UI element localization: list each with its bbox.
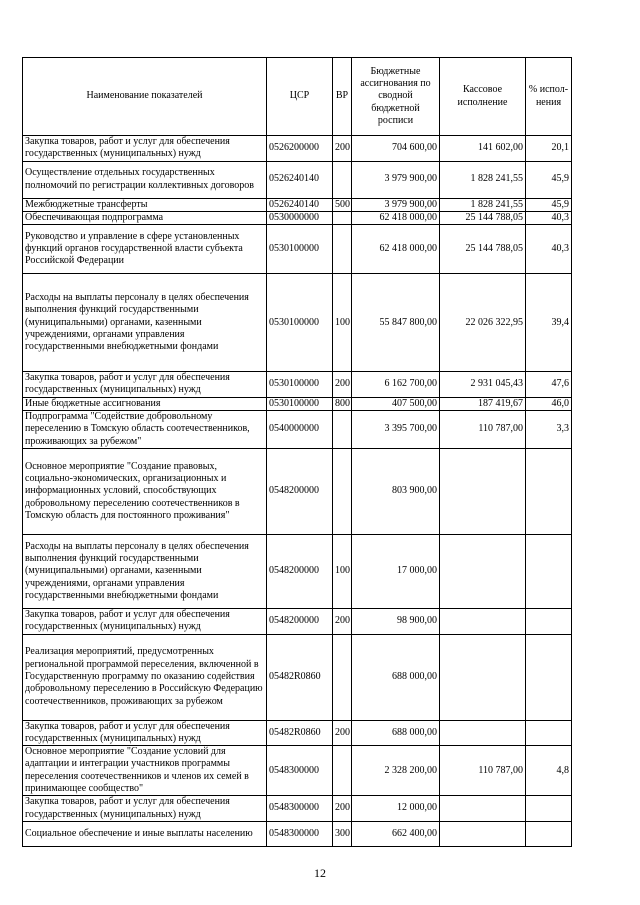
row-csr: 0548200000 bbox=[267, 608, 333, 634]
row-vr: 500 bbox=[333, 198, 352, 211]
row-name: Реализация мероприятий, предусмотренных региональной программой переселения, включенной в Государственную программу по оказанию содействия добровольному переселению в Российскую Федерацию соотечественников, проживающих за рубежом bbox=[23, 634, 267, 720]
row-name: Обеспечивающая подпрограмма bbox=[23, 211, 267, 224]
row-name: Иные бюджетные ассигнования bbox=[23, 397, 267, 410]
row-name: Межбюджетные трансферты bbox=[23, 198, 267, 211]
table-body bbox=[23, 136, 572, 847]
row-csr: 0548300000 bbox=[267, 796, 333, 822]
header-indicator-name: Наименование показателей bbox=[23, 58, 267, 136]
row-cash bbox=[440, 796, 526, 822]
row-vr bbox=[333, 411, 352, 449]
row-pct: 40,3 bbox=[526, 225, 572, 274]
row-pct: 40,3 bbox=[526, 211, 572, 224]
row-csr: 0540000000 bbox=[267, 411, 333, 449]
row-budget: 407 500,00 bbox=[352, 397, 440, 410]
table-row bbox=[23, 821, 572, 846]
row-vr bbox=[333, 225, 352, 274]
row-cash: 22 026 322,95 bbox=[440, 274, 526, 372]
row-pct: 4,8 bbox=[526, 746, 572, 796]
row-csr: 05482R0860 bbox=[267, 634, 333, 720]
row-cash bbox=[440, 608, 526, 634]
row-pct bbox=[526, 720, 572, 746]
header-budget-allocations: Бюджетные ассигнования по сводной бюджетной росписи bbox=[352, 58, 440, 136]
header-cash-execution: Кассовое исполнение bbox=[440, 58, 526, 136]
row-pct: 39,4 bbox=[526, 274, 572, 372]
table-row bbox=[23, 136, 572, 162]
row-csr: 0548300000 bbox=[267, 746, 333, 796]
row-budget: 662 400,00 bbox=[352, 821, 440, 846]
row-name: Руководство и управление в сфере установленных функций органов государственной власти субъекта Российской Федерации bbox=[23, 225, 267, 274]
row-vr: 200 bbox=[333, 372, 352, 398]
row-budget: 62 418 000,00 bbox=[352, 211, 440, 224]
row-pct bbox=[526, 534, 572, 608]
row-name: Социальное обеспечение и иные выплаты населению bbox=[23, 821, 267, 846]
row-name: Основное мероприятие "Создание условий для адаптации и интеграции участников программы переселения соотечественников и членов их семей в принимающее сообщество" bbox=[23, 746, 267, 796]
row-vr: 800 bbox=[333, 397, 352, 410]
table-row bbox=[23, 720, 572, 746]
row-cash: 141 602,00 bbox=[440, 136, 526, 162]
header-execution-percent: % испол-нения bbox=[526, 58, 572, 136]
row-csr: 0526200000 bbox=[267, 136, 333, 162]
row-cash: 1 828 241,55 bbox=[440, 198, 526, 211]
row-name: Закупка товаров, работ и услуг для обеспечения государственных (муниципальных) нужд bbox=[23, 372, 267, 398]
row-budget: 3 979 900,00 bbox=[352, 161, 440, 198]
row-vr: 200 bbox=[333, 136, 352, 162]
row-pct bbox=[526, 634, 572, 720]
table-row bbox=[23, 225, 572, 274]
row-name: Основное мероприятие "Создание правовых, социально-экономических, организационных и информационных условий, способствующих добровольному переселению соотечественников в Томскую область для постоянного проживания" bbox=[23, 448, 267, 534]
row-pct bbox=[526, 608, 572, 634]
row-budget: 17 000,00 bbox=[352, 534, 440, 608]
row-csr: 0530000000 bbox=[267, 211, 333, 224]
row-pct: 46,0 bbox=[526, 397, 572, 410]
table-row bbox=[23, 608, 572, 634]
page-number: 12 bbox=[314, 866, 326, 880]
row-pct: 45,9 bbox=[526, 161, 572, 198]
row-csr: 0526240140 bbox=[267, 161, 333, 198]
table-row bbox=[23, 448, 572, 534]
row-budget: 6 162 700,00 bbox=[352, 372, 440, 398]
table-row bbox=[23, 411, 572, 449]
row-cash bbox=[440, 448, 526, 534]
row-pct: 3,3 bbox=[526, 411, 572, 449]
row-budget: 55 847 800,00 bbox=[352, 274, 440, 372]
row-vr bbox=[333, 448, 352, 534]
row-csr: 0548200000 bbox=[267, 534, 333, 608]
row-name: Осуществление отдельных государственных полномочий по регистрации коллективных договоров bbox=[23, 161, 267, 198]
row-csr: 0530100000 bbox=[267, 397, 333, 410]
budget-execution-table bbox=[22, 57, 572, 847]
header-csr: ЦСР bbox=[267, 58, 333, 136]
row-pct bbox=[526, 448, 572, 534]
table-row bbox=[23, 211, 572, 224]
row-cash: 1 828 241,55 bbox=[440, 161, 526, 198]
row-csr: 0530100000 bbox=[267, 274, 333, 372]
row-name: Закупка товаров, работ и услуг для обеспечения государственных (муниципальных) нужд bbox=[23, 720, 267, 746]
row-vr: 200 bbox=[333, 720, 352, 746]
row-csr: 05482R0860 bbox=[267, 720, 333, 746]
row-pct: 45,9 bbox=[526, 198, 572, 211]
row-cash bbox=[440, 720, 526, 746]
row-budget: 803 900,00 bbox=[352, 448, 440, 534]
row-name: Закупка товаров, работ и услуг для обеспечения государственных (муниципальных) нужд bbox=[23, 796, 267, 822]
row-budget: 688 000,00 bbox=[352, 634, 440, 720]
row-budget: 12 000,00 bbox=[352, 796, 440, 822]
table-row bbox=[23, 796, 572, 822]
row-cash: 110 787,00 bbox=[440, 411, 526, 449]
row-pct: 20,1 bbox=[526, 136, 572, 162]
table-row bbox=[23, 746, 572, 796]
row-csr: 0530100000 bbox=[267, 372, 333, 398]
row-budget: 62 418 000,00 bbox=[352, 225, 440, 274]
row-cash: 25 144 788,05 bbox=[440, 211, 526, 224]
table-row bbox=[23, 161, 572, 198]
row-csr: 0548300000 bbox=[267, 821, 333, 846]
row-cash bbox=[440, 821, 526, 846]
row-vr: 100 bbox=[333, 534, 352, 608]
row-cash: 110 787,00 bbox=[440, 746, 526, 796]
table-row bbox=[23, 397, 572, 410]
row-budget: 3 395 700,00 bbox=[352, 411, 440, 449]
row-pct bbox=[526, 821, 572, 846]
row-vr: 200 bbox=[333, 796, 352, 822]
row-vr bbox=[333, 161, 352, 198]
row-csr: 0530100000 bbox=[267, 225, 333, 274]
row-vr bbox=[333, 211, 352, 224]
row-budget: 98 900,00 bbox=[352, 608, 440, 634]
table-row bbox=[23, 198, 572, 211]
row-name: Закупка товаров, работ и услуг для обеспечения государственных (муниципальных) нужд bbox=[23, 608, 267, 634]
row-name: Закупка товаров, работ и услуг для обеспечения государственных (муниципальных) нужд bbox=[23, 136, 267, 162]
row-csr: 0526240140 bbox=[267, 198, 333, 211]
row-vr bbox=[333, 746, 352, 796]
row-cash bbox=[440, 534, 526, 608]
row-cash: 187 419,67 bbox=[440, 397, 526, 410]
row-csr: 0548200000 bbox=[267, 448, 333, 534]
table-row bbox=[23, 634, 572, 720]
table-row bbox=[23, 372, 572, 398]
row-budget: 704 600,00 bbox=[352, 136, 440, 162]
row-pct bbox=[526, 796, 572, 822]
row-name: Подпрограмма "Содействие добровольному переселению в Томскую область соотечественников, проживающих за рубежом" bbox=[23, 411, 267, 449]
row-pct: 47,6 bbox=[526, 372, 572, 398]
row-budget: 3 979 900,00 bbox=[352, 198, 440, 211]
row-budget: 688 000,00 bbox=[352, 720, 440, 746]
table-header-row bbox=[23, 58, 572, 136]
row-vr bbox=[333, 634, 352, 720]
header-vr: ВР bbox=[333, 58, 352, 136]
row-cash: 25 144 788,05 bbox=[440, 225, 526, 274]
table-row bbox=[23, 534, 572, 608]
row-cash bbox=[440, 634, 526, 720]
row-cash: 2 931 045,43 bbox=[440, 372, 526, 398]
row-budget: 2 328 200,00 bbox=[352, 746, 440, 796]
row-vr: 100 bbox=[333, 274, 352, 372]
table-row bbox=[23, 274, 572, 372]
row-name: Расходы на выплаты персоналу в целях обеспечения выполнения функций государственными (муниципальными) органами, казенными учреждениями, органами управления государственными внебюджетными фондами bbox=[23, 274, 267, 372]
row-vr: 200 bbox=[333, 608, 352, 634]
row-vr: 300 bbox=[333, 821, 352, 846]
row-name: Расходы на выплаты персоналу в целях обеспечения выполнения функций государственными (муниципальными) органами, казенными учреждениями, органами управления государственными внебюджетными фондами bbox=[23, 534, 267, 608]
